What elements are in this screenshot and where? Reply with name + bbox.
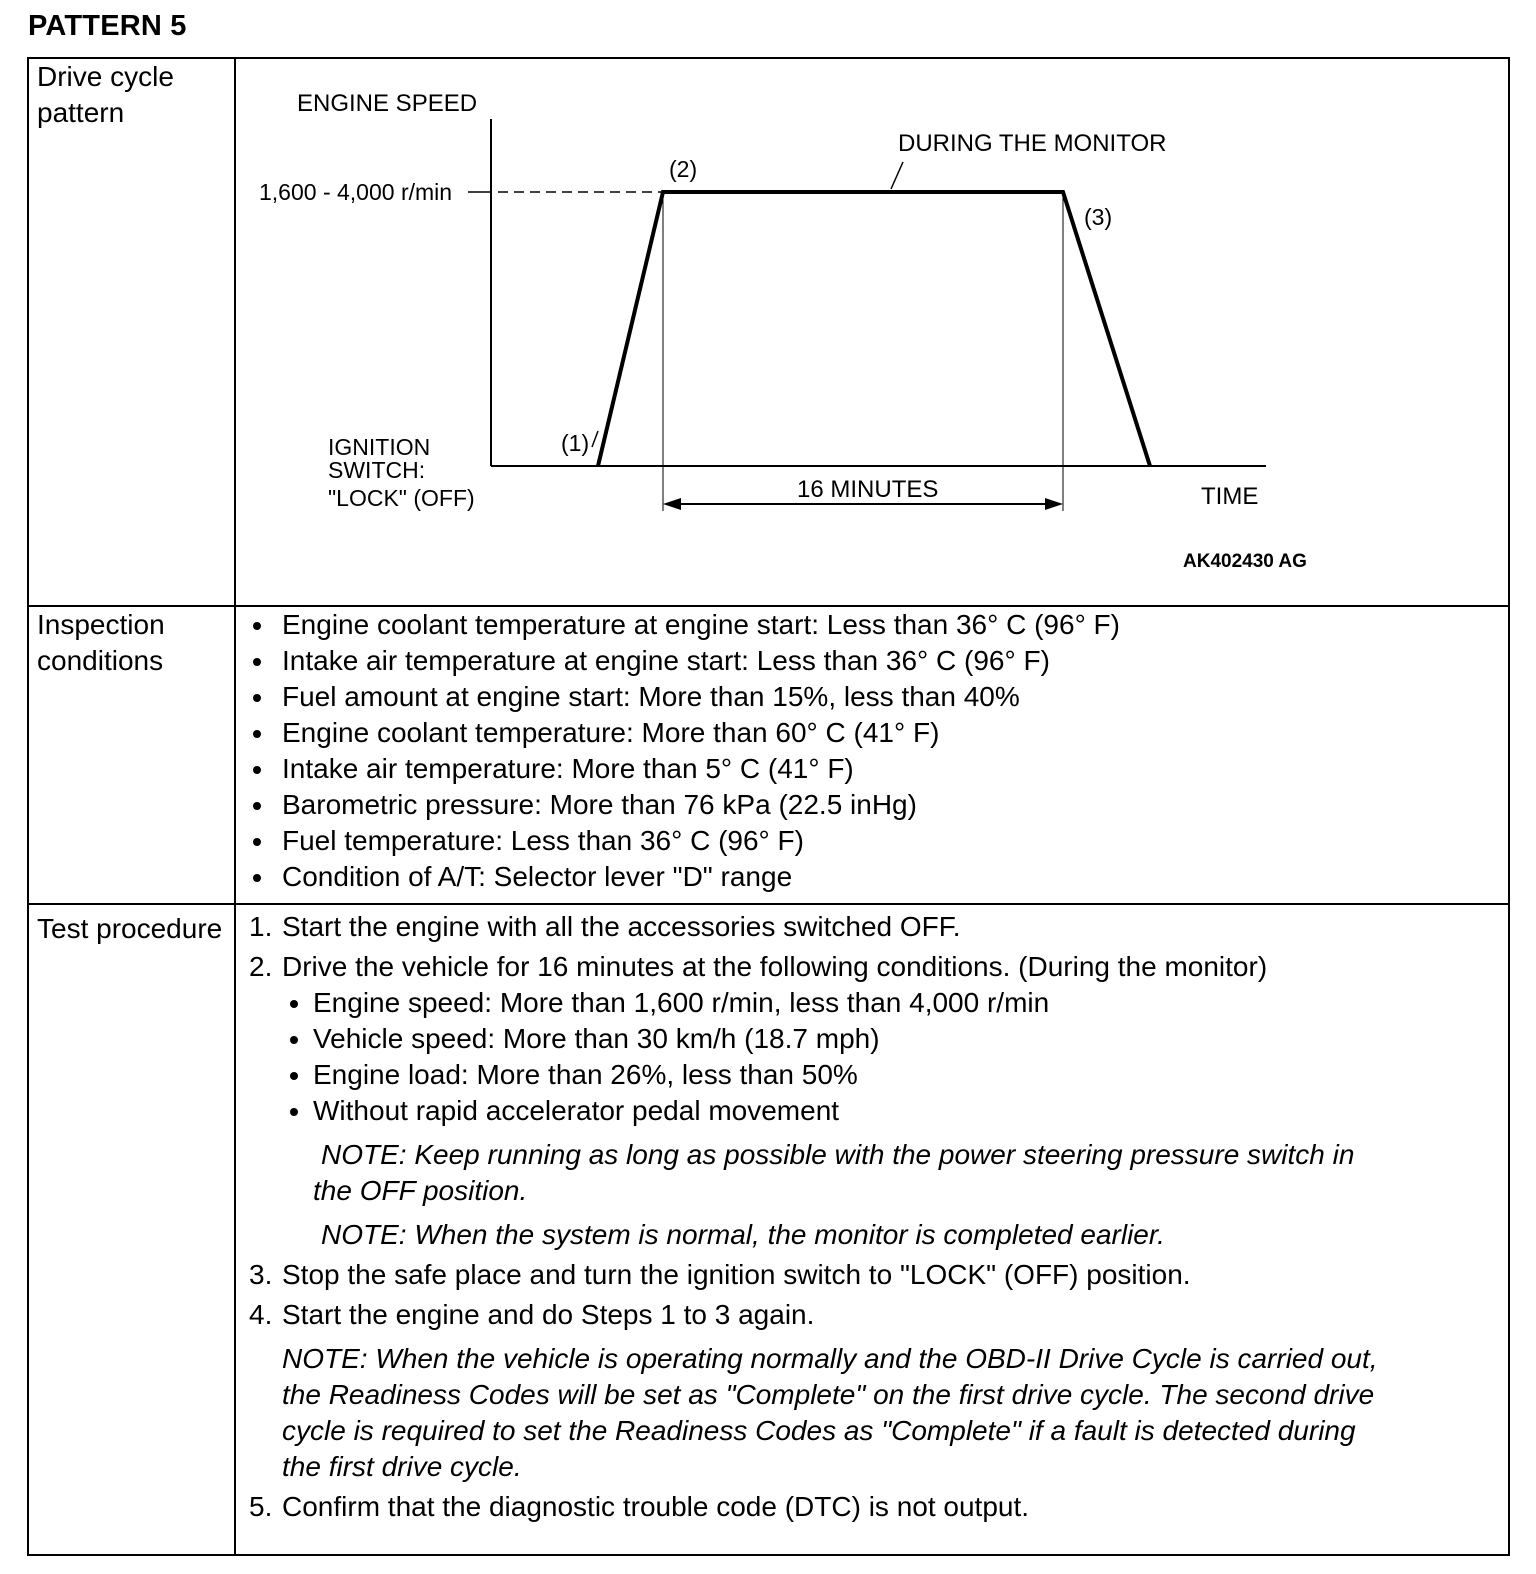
bullet-icon <box>253 838 261 846</box>
bullet-icon <box>253 658 261 666</box>
duration-label: 16 MINUTES <box>797 476 939 503</box>
point1-leader <box>592 431 598 447</box>
step-5: 5. Confirm that the diagnostic trouble code (DTC) is not output. <box>249 1491 1030 1522</box>
list-item: Engine speed: More than 1,600 r/min, less than 4,000 r/min <box>282 985 1491 1021</box>
ignition-label-line3: "LOCK" (OFF) <box>328 485 475 511</box>
bullet-icon <box>253 766 261 774</box>
step-3: 3. Stop the safe place and turn the ignition switch to "LOCK" (OFF) position. <box>249 1259 1191 1290</box>
drive-cycle-diagram <box>236 59 1508 603</box>
inspection-conditions-list <box>251 607 1120 895</box>
page-title: PATTERN 5 <box>28 10 187 42</box>
test-procedure-steps <box>251 907 1491 1525</box>
list-item: Without rapid accelerator pedal movement <box>282 1093 1491 1129</box>
step-1: 1. Start the engine with all the accessories switched OFF. <box>249 911 961 942</box>
bullet-icon <box>290 1036 298 1044</box>
figure-id: AK402430 AG <box>1183 551 1307 572</box>
ignition-label-line1: IGNITION <box>328 434 431 460</box>
x-axis-label: TIME <box>1201 483 1259 510</box>
list-item: Engine coolant temperature: More than 60° C (41° F) <box>251 715 1120 751</box>
note-power-steering-line2: the OFF position. <box>313 1175 528 1206</box>
duration-arrow-left-head <box>663 498 681 510</box>
bullet-icon <box>290 1072 298 1080</box>
list-item: Intake air temperature at engine start: Less than 36° C (96° F) <box>251 643 1120 679</box>
bullet-icon <box>253 730 261 738</box>
list-item: Intake air temperature: More than 5° C (41° F) <box>251 751 1120 787</box>
ignition-label-line2: SWITCH: <box>328 457 426 483</box>
bullet-icon <box>253 622 261 630</box>
step-4: 4. Start the engine and do Steps 1 to 3 again. <box>249 1299 815 1330</box>
inspection-conditions-label: Inspection conditions <box>37 609 165 676</box>
during-monitor-leader <box>891 162 903 189</box>
note-readiness-line4: the first drive cycle. <box>282 1451 522 1482</box>
duration-arrow-right-head <box>1045 498 1063 510</box>
list-item: Condition of A/T: Selector lever "D" range <box>251 859 1120 895</box>
procedure-table <box>27 57 1510 1556</box>
engine-speed-profile <box>598 192 1150 466</box>
list-item: Vehicle speed: More than 30 km/h (18.7 mph) <box>282 1021 1491 1057</box>
list-item: Barometric pressure: More than 76 kPa (22.5 inHg) <box>251 787 1120 823</box>
note-power-steering-line1: NOTE: Keep running as long as possible with the power steering pressure switch in <box>321 1139 1355 1170</box>
during-monitor-label: DURING THE MONITOR <box>898 130 1167 157</box>
note-system-normal: NOTE: When the system is normal, the monitor is completed earlier. <box>321 1219 1165 1250</box>
step-2: 2. Drive the vehicle for 16 minutes at the following conditions. (During the monitor) <box>249 951 1268 982</box>
point-3-label: (3) <box>1084 204 1113 230</box>
list-item: Fuel temperature: Less than 36° C (96° F) <box>251 823 1120 859</box>
point-2-label: (2) <box>669 156 698 182</box>
test-procedure-label: Test procedure <box>37 913 223 944</box>
bullet-icon <box>253 802 261 810</box>
drive-cycle-label: Drive cycle pattern <box>37 61 174 128</box>
note-readiness-line2: the Readiness Codes will be set as "Complete" on the first drive cycle. The second drive <box>282 1379 1375 1410</box>
point-1-label: (1) <box>561 430 590 456</box>
step-2-conditions <box>251 985 1491 1129</box>
note-readiness-line3: cycle is required to set the Readiness Codes as "Complete" if a fault is detected during <box>282 1415 1356 1446</box>
note-readiness-line1: NOTE: When the vehicle is operating normally and the OBD-II Drive Cycle is carried out, <box>282 1343 1378 1374</box>
row-divider-2 <box>29 903 1508 905</box>
bullet-icon <box>253 694 261 702</box>
bullet-icon <box>290 1000 298 1008</box>
bullet-icon <box>253 874 261 882</box>
list-item: Engine coolant temperature at engine start: Less than 36° C (96° F) <box>251 607 1120 643</box>
list-item: Engine load: More than 26%, less than 50% <box>282 1057 1491 1093</box>
speed-level-label: 1,600 - 4,000 r/min <box>259 179 453 205</box>
list-item: Fuel amount at engine start: More than 15%, less than 40% <box>251 679 1120 715</box>
bullet-icon <box>290 1108 298 1116</box>
y-axis-label: ENGINE SPEED <box>297 90 478 117</box>
